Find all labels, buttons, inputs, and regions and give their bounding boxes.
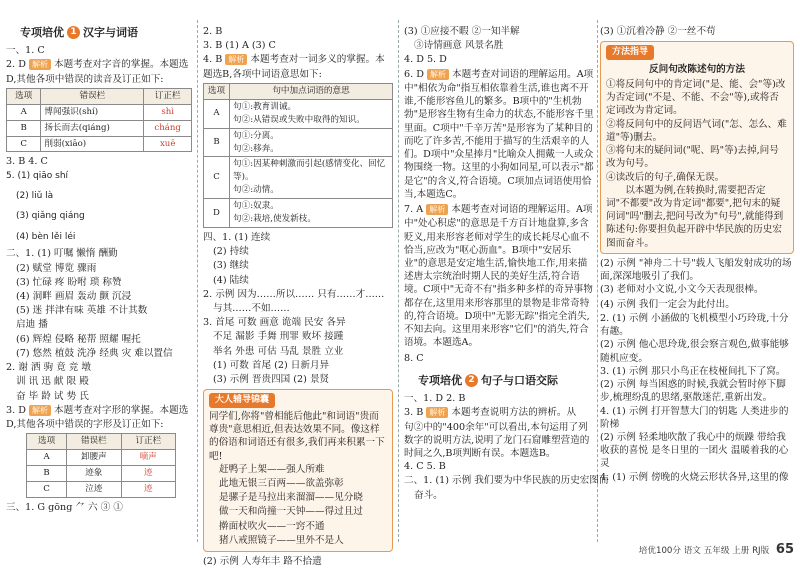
answer-line: 一、1. D 2. B [404,393,466,405]
answer-line [404,68,594,81]
answer-line [203,53,393,66]
table-cell: cháng [144,120,192,136]
answer-paragraph: 4. (1) 示例 打开智慧大门的钥匙 人类进步的阶梯 [600,405,789,430]
table-cell: 句①:奴隶。 句②:栽培,使发新枝。 [230,199,393,228]
answer-line: 题选B,各项中词语意思如下: [203,68,322,80]
answer-line: (4) 陆续 [213,274,249,286]
table-cell: 博闻强识(shí) [41,104,144,120]
column-3 [404,22,609,542]
answer-line: 2. B [203,26,223,37]
table-row [204,199,393,228]
answer-paragraph: 句②中的"400余年"可以看出,本句运用了列数字的说明方法,说明了龙门石窟雕塑营造的时间之久,B项判断有误。本题选B。 [404,421,590,459]
answer-num: 6. D [404,68,424,80]
error-table-1 [6,88,192,153]
answer-line: (1) 可数 首尾 (2) 日新月异 [213,359,330,371]
answer-paragraph: 中"相依为命"指互相依靠着生活,谁也离不开谁,不能形容鱼儿的繁多。B项中的"生机勃勃"是形容生物有生命力的状态,不能形容千里里面。C项中"千辛万苦"是形容为了某种目的而吃了许多苦,不能用于描写的生活艰辛的人们。D项中"众星捧月"比喻众人拥戴一人或众物围绕一物。这里的小狗如同星,可以表示"都是它"的含义,符合语境。C项加点词语使用恰当,本题选C。 [404,82,594,200]
table-cell: A [7,104,41,120]
answer-line: 3. B (1) A (3) C [203,40,276,52]
analysis-tag: 解析 [225,54,247,65]
answer-line: 3. 首尾 可数 画意 诡端 民安 各异 [203,317,346,329]
answer-text: 本题考查对词语的理解运用。A项 [451,204,593,216]
answer-paragraph: 2. (1) 示例 小涵做的飞机模型小巧玲珑,十分有趣。 [600,312,789,338]
table-cell: 扬长而去(qiáng) [41,120,144,136]
tips-line: 是骡子是马拉出来溜溜——见分晓 [219,492,363,504]
answer-line: 与其……不如…… [213,303,290,315]
answer-line: (3) 示例 晋贵四国 (2) 景贤 [213,374,330,386]
table-row [204,99,393,128]
tips-line: 做一天和尚撞一天钟——得过且过 [219,506,363,518]
page-number: 65 [775,542,794,557]
table-cell: 句①:教育训诫。 句②:从错误或失败中取得的知识。 [230,99,393,128]
method-guide-tag: 方法指导 [606,45,654,59]
answer-paragraph: 3. (1) 示例 那只小鸟正在枝桠间扎下了窝。 [600,365,786,377]
answer-line: 4. C 5. B [404,461,446,473]
section-number: 2 [465,374,478,387]
table-cell: 卸腰声 [67,450,121,466]
analysis-tag: 解析 [427,69,449,80]
column-divider-3 [597,20,598,542]
table-row [204,157,393,199]
table-cell: A [27,450,67,466]
answer-line: 四、1. (1) 连续 [203,231,271,243]
answer-line: ③诗情画意 风景名胜 [414,40,504,52]
answer-line [404,203,594,216]
table-row [27,482,176,498]
answer-line: 奋斗。 [414,489,443,501]
answer-text: 本题考查对字形的掌握。本题选 [54,404,189,416]
answer-line: (5) 迷 拌津有味 英雄 不计其数 [16,305,148,317]
answer-paragraph: 4. (1) 示例 傍晚的火烧云形状各异,这里的像 [600,471,789,483]
answer-paragraph: (2) 示例 "神舟二十号"载人飞船发射成功的场面,深深地吸引了我们。 [600,257,792,283]
answer-paragraph: 中"处心积虑"的意思是千方百计地盘算,多含贬义,用来形容老师对学生的成长耗尽心血不恰当,应改为"呕心沥血"。B项中"安居乐业"的意思是安定地生活,愉快地工作,用来描述唐太宗统治时期人民的美好生活,符合语境。C项中"无奇不有"指多种多样的奇异事物都存在,这里用来形容那里的景物是非常奇特的,符合语境。D项中"无影无踪"指完全消失,不知去向。这里用来形容"它们"的消失,符合语境。本题选A。 [404,218,593,349]
answer-line: (7) 悠然 植鼓 洗净 经典 灾 难以置信 [16,347,173,359]
section-title: 专项培优 [20,26,64,39]
table-header: 选项 [7,88,41,104]
table-cell: 迹象 [67,466,121,482]
answer-line: 训 讯 迅 献 限 殿 [16,376,89,388]
answer-line: 不足 漏影 手舞 刑罪 败坏 接踵 [213,331,344,343]
tips-line: 此地无银三百两——欲盖弥彰 [219,478,344,489]
answer-line: (6) 辉煌 侵略 秘帮 照耀 喔托 [16,333,141,345]
section-subtitle: 汉字与词语 [83,26,138,39]
method-step: ④读改后的句子,确保无误。 [606,171,725,183]
answer-line: (2) 示例 人寿年丰 路不拾遗 [203,556,322,568]
answer-line [6,404,192,417]
analysis-tag: 解析 [29,59,51,70]
answer-line: (3) qiǎng qiáng [16,211,85,222]
answer-line: 3. B 4. C [6,156,48,168]
table-cell: D [204,199,230,228]
table-row [204,128,393,157]
section-subtitle: 句子与口语交际 [481,373,558,387]
table-header: 选项 [27,434,67,450]
table-cell: 嘀声 [121,450,175,466]
table-header: 选项 [204,83,230,99]
footer-text: 培优100分 语文 五年级 上册 RJ版 [638,546,770,556]
answer-line: 二、1. (1) 叮嘱 懒惰 酬勤 [6,248,118,260]
answer-line: (3) 老师对小文说,小文今天表现很棒。 [600,284,764,296]
answer-line: (2) 赋堂 博览 骤雨 [16,262,97,274]
table-cell: 削弱(xiāo) [41,136,144,152]
tips-paragraph: 同学们,你将"曾相能后他此"和词语"贵而尊贵"意思相近,但表达效果不同。像这样的俗语和词语还有很多,我们再来积累一下吧! [209,410,385,462]
section-number: 1 [67,26,80,39]
answer-line: (3) 忙碌 疼 盼咐 琐 称赞 [16,276,122,288]
table-header: 句中加点词语的意思 [230,83,393,99]
tips-box [203,389,393,552]
table-cell: C [7,136,41,152]
analysis-tag: 解析 [29,405,51,416]
answer-line: 4. D 5. D [404,54,447,66]
method-step: ①将反问句中的肯定词("是、能、会"等)改为否定词("不是、不能、不会"等),或将否定词改为肯定词。 [606,78,786,117]
answer-line: 启迪 播 [16,319,48,331]
table-cell: C [204,157,230,199]
tips-line: 赶鸭子上架——强人所难 [219,463,325,475]
table-row [27,450,176,466]
tips-box-title: 大人辅导锦囊 [209,393,275,407]
meaning-table [203,83,393,228]
section-header-1 [20,25,192,40]
answer-line: (2) liǔ là [16,191,54,202]
tips-line: 猪八戒照镜子——里外不是人 [219,534,344,546]
answer-line: 8. C [404,352,424,364]
table-row [7,104,192,120]
error-table-2 [26,433,176,498]
table-cell: B [204,128,230,157]
answer-line: (4) 洞畔 画眉 轰动 颤 沉浸 [16,291,132,302]
table-cell: 句①:因某种刺激而引起(感情变化、回忆等)。 句②:动情。 [230,157,393,199]
table-cell: B [7,120,41,136]
section-header-2 [418,373,594,388]
column-2 [203,22,393,568]
answer-paragraph: (2) 示例 他心思玲珑,很会察言观色,做事能够随机应变。 [600,339,789,364]
answer-line: 5. (1) qiāo shí [6,170,69,181]
answer-line: (3) ①沉着冷静 ②一丝不苟 [600,26,716,37]
answer-text: 本题考查对一词多义的掌握。本 [250,54,385,66]
table-cell: shì [144,104,192,120]
method-example: 以本题为例,在转换时,需要把否定词"不都要"改为肯定词"都要",把句末的疑问词"吗"删去,把问号改为"句号",就能得到陈述句:你要担负起开辟中华民族的历史宏图而奋斗。 [606,184,784,249]
answer-line: (2) 持续 [213,246,249,258]
method-step: ③将句末的疑问词("呢、吗"等)去掉,问号改为句号。 [606,145,779,170]
answer-line [6,58,192,71]
table-cell: C [27,482,67,498]
table-cell: B [27,466,67,482]
answer-num: 4. B [203,54,223,66]
answer-line: 2. 示例 因为……所以…… 只有……才…… [203,288,385,300]
table-cell: 泣迹 [67,482,121,498]
answer-line: (4) 示例 我们一定会为此付出。 [600,298,735,310]
answer-line: (4) bèn lěi léi [16,231,76,242]
answer-paragraph: (2) 示例 轻柔地吹散了我心中的烦躁 带给我收获的喜悦 是冬日里的一团火 温暖着我的心灵 [600,431,789,470]
answer-line: 三、1. G gōng ⺈ 六 ③ ① [6,501,123,513]
answer-line: 一、1. C [6,45,45,57]
table-cell: 迹 [121,466,175,482]
table-cell: 迹 [121,482,175,498]
answer-line: (3) 继续 [213,260,249,272]
page-footer [600,541,794,559]
answer-line: D,其他各项中错误的字形及订正如下: [6,419,164,431]
column-divider-2 [398,20,399,542]
answer-line: 二、1. (1) 示例 我们要为中华民族的历史宏图而 [404,475,609,487]
answer-num: 3. B [404,407,424,419]
table-header: 订正栏 [144,88,192,104]
answer-num: 3. D [6,404,26,416]
table-row [7,136,192,152]
answer-paragraph: (2) 示例 每当困惑的时候,我就会暂时停下脚步,梳理纷乱的思绪,驱散迷茫,重新出发。 [600,379,786,404]
answer-line [404,406,594,419]
answer-line: D,其他各项中错误的读音及订正如下: [6,73,164,85]
table-header: 错误栏 [67,434,121,450]
table-header: 错误栏 [41,88,144,104]
method-guide-title: 反问句改陈述句的方法 [649,63,745,75]
answer-line: (3) ①应接不暇 ②一知半解 [404,26,520,37]
section-title: 专项培优 [418,373,462,387]
table-row [7,120,192,136]
table-cell: 句①:分离。 句②:移奔。 [230,128,393,157]
answer-text: 本题考查对词语的理解运用。A项 [452,68,594,80]
method-step: ②将反问句中的反问语气词("怎、怎么、难道"等)删去。 [606,118,787,143]
method-guide-box [600,41,794,254]
table-row [27,466,176,482]
column-4 [600,22,794,542]
analysis-tag: 解析 [426,407,448,418]
table-cell: A [204,99,230,128]
answer-text: 本题考查说明方法的辨析。从 [451,407,577,419]
answer-text: 本题考查对字音的掌握。本题选 [54,59,189,71]
table-header: 订正栏 [121,434,175,450]
column-1 [6,22,192,542]
column-divider-1 [197,20,198,542]
answer-num: 7. A [404,204,424,216]
tips-line: 擀面杖吹火——一窍不通 [219,520,325,532]
analysis-tag: 解析 [426,204,448,215]
answer-line: 举名 外患 可估 马乱 景胜 立业 [213,345,344,357]
answer-line: 奋 毕 龄 试 势 氏 [16,390,89,402]
table-cell: xuē [144,136,192,152]
answer-line: 2. 谢 洒 驹 竟 竞 墩 [6,362,92,374]
answer-num: 2. D [6,59,26,71]
